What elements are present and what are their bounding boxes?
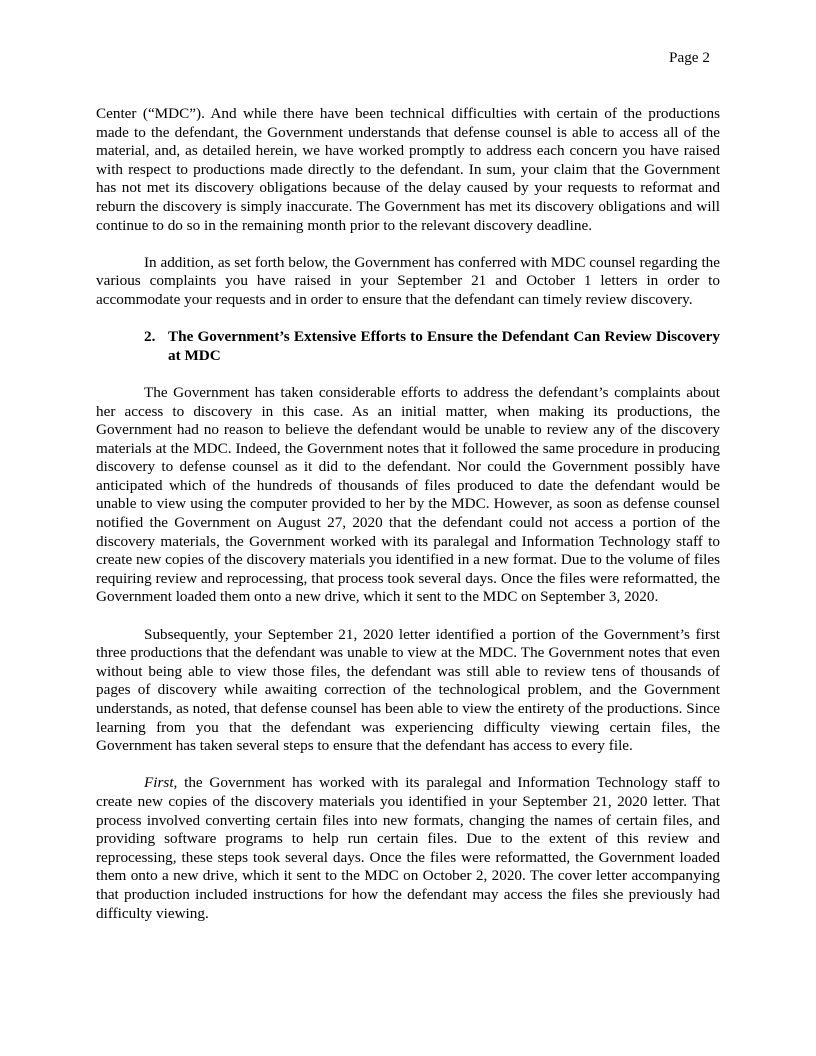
- section-heading: [144, 328, 720, 365]
- paragraph-mdc-conferral: In addition, as set forth below, the Government has conferred with MDC counsel regarding the various complaints you have raised in your September 21 and October 1 letters in order to accommodate your requests and in order to ensure that the defendant can timely review discovery.: [96, 253, 720, 308]
- paragraph-government-efforts: The Government has taken considerable efforts to address the defendant’s complaints about her access to discovery in this case. As an initial matter, when making its productions, the Government had no reason to believe the defendant would be unable to review any of the discovery materials at the MDC. Indeed, the Government notes that it followed the same procedure in producing discovery to defense counsel as it did to the defendant. Nor could the Government possibly have anticipated which of the hundreds of thousands of files produced to date the defendant would be unable to view using the computer provided to her by the MDC. However, as soon as defense counsel notified the Government on August 27, 2020 that the defendant could not access a portion of the discovery materials, the Government worked with its paralegal and Information Technology staff to create new copies of the discovery materials you identified in a new format. Due to the volume of files requiring review and reprocessing, that process took several days. Once the files were reformatted, the Government loaded them onto a new drive, which it sent to the MDC on September 3, 2020.: [96, 383, 720, 606]
- emphasis-first: First: [144, 774, 174, 792]
- paragraph-first-step: [96, 774, 720, 923]
- section-title: The Government’s Extensive Efforts to Ensure the Defendant Can Review Discovery at MDC: [168, 328, 720, 364]
- section-number: 2.: [144, 328, 156, 346]
- paragraph-continuation: Center (“MDC”). And while there have been technical difficulties with certain of the productions made to the defendant, the Government understands that defense counsel is able to access all of the material, and, as detailed herein, we have worked promptly to address each concern you have raised with respect to productions made directly to the defendant. In sum, your claim that the Government has not met its discovery obligations because of the delay caused by your requests to reformat and reburn the discovery is simply inaccurate. The Government has met its discovery obligations and will continue to do so in the remaining month prior to the relevant discovery deadline.: [96, 105, 720, 234]
- paragraph-first-step-text: , the Government has worked with its paralegal and Information Technology staff to create new copies of the discovery materials you identified in your September 21, 2020 letter. That process involved converting certain files into new formats, changing the names of certain files, and providing software programs to help run certain files. Due to the extent of this review and reprocessing, these steps took several days. Once the files were reformatted, the Government loaded them onto a new drive, which it sent to the MDC on October 2, 2020. The cover letter accompanying that production included instructions for how the defendant may access the files she previously had difficulty viewing.: [96, 774, 720, 922]
- document-body: [96, 105, 720, 923]
- page-number: Page 2: [669, 49, 710, 66]
- paragraph-subsequent-letter: Subsequently, your September 21, 2020 letter identified a portion of the Government’s first three productions that the defendant was unable to view at the MDC. The Government notes that even without being able to view those files, the defendant was still able to review tens of thousands of pages of discovery while awaiting correction of the technological problem, and the Government understands, as noted, that defense counsel has been able to view the entirety of the productions. Since learning from you that the defendant was experiencing difficulty viewing certain files, the Government has taken several steps to ensure that the defendant has access to every file.: [96, 625, 720, 755]
